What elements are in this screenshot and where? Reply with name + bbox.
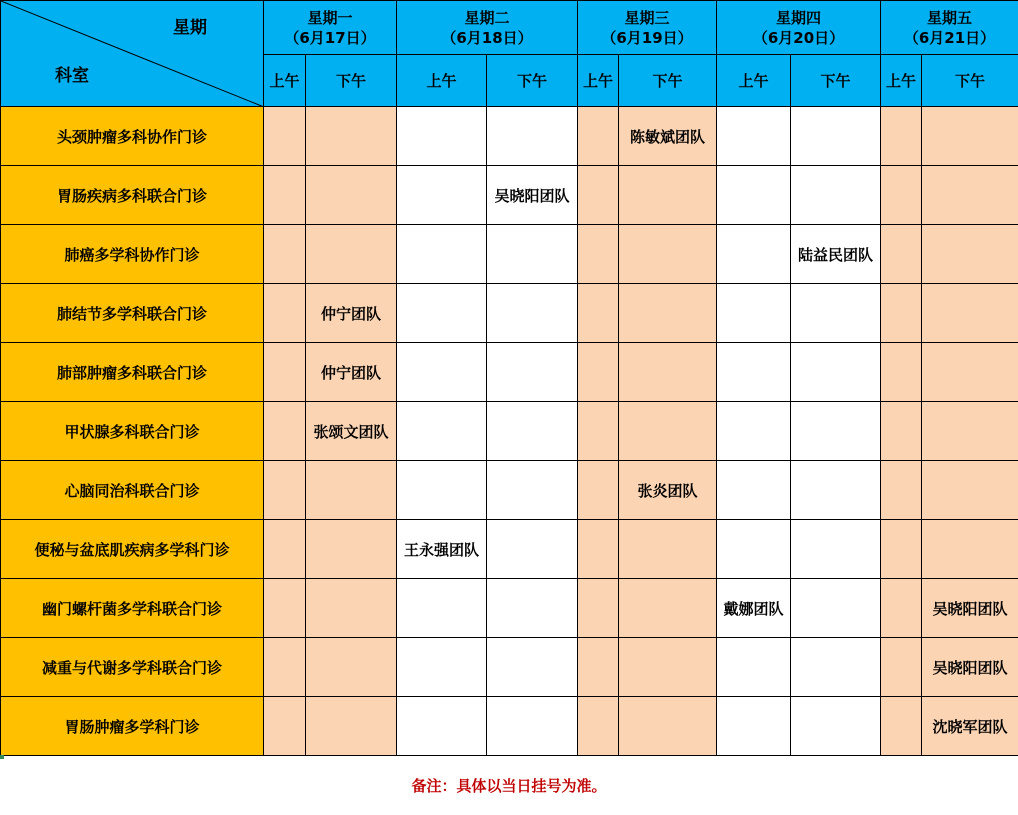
schedule-cell (791, 107, 881, 166)
day-date: （6月20日） (752, 28, 845, 47)
schedule-cell (881, 461, 922, 520)
schedule-cell (487, 520, 578, 579)
schedule-cell (306, 638, 397, 697)
schedule-cell (487, 107, 578, 166)
schedule-cell (397, 343, 487, 402)
schedule-cell (487, 579, 578, 638)
schedule-cell (717, 166, 791, 225)
schedule-cell (264, 697, 306, 756)
schedule-cell (397, 166, 487, 225)
schedule-cell (922, 225, 1018, 284)
schedule-cell (717, 107, 791, 166)
schedule-cell (578, 638, 619, 697)
day-date: （6月21日） (903, 28, 996, 47)
schedule-cell: 戴娜团队 (717, 579, 791, 638)
schedule-cell (717, 461, 791, 520)
schedule-cell (881, 402, 922, 461)
schedule-row (1, 697, 1018, 756)
schedule-cell (306, 579, 397, 638)
schedule-row (1, 520, 1018, 579)
schedule-cell (619, 402, 717, 461)
schedule-cell (578, 461, 619, 520)
half-pm: 下午 (306, 55, 397, 107)
schedule-cell (578, 107, 619, 166)
schedule-row (1, 284, 1018, 343)
schedule-cell (717, 402, 791, 461)
schedule-cell (487, 697, 578, 756)
schedule-cell (487, 225, 578, 284)
day-header-wed (578, 1, 717, 55)
schedule-cell (264, 107, 306, 166)
half-pm: 下午 (619, 55, 717, 107)
schedule-cell: 仲宁团队 (306, 284, 397, 343)
footnote: 备注：具体以当日挂号为准。 (411, 776, 607, 795)
schedule-cell (264, 166, 306, 225)
schedule-cell (487, 638, 578, 697)
schedule-cell (619, 520, 717, 579)
schedule-cell (264, 638, 306, 697)
schedule-cell (922, 520, 1018, 579)
schedule-cell (791, 402, 881, 461)
week-label: 星期 (173, 18, 207, 38)
schedule-cell (264, 402, 306, 461)
day-name: 星期一 (307, 8, 353, 27)
schedule-cell (881, 697, 922, 756)
department-name: 胃肠疾病多科联合门诊 (1, 166, 264, 225)
schedule-row (1, 579, 1018, 638)
department-name: 头颈肿瘤多科协作门诊 (1, 107, 264, 166)
day-date: （6月18日） (441, 28, 533, 47)
schedule-cell (619, 225, 717, 284)
schedule-cell (578, 520, 619, 579)
schedule-cell (791, 461, 881, 520)
schedule-row (1, 166, 1018, 225)
schedule-cell: 沈晓军团队 (922, 697, 1018, 756)
schedule-cell (717, 697, 791, 756)
schedule-cell (881, 166, 922, 225)
schedule-cell (264, 579, 306, 638)
schedule-cell (578, 343, 619, 402)
half-am: 上午 (397, 55, 487, 107)
day-header-mon (264, 1, 397, 55)
schedule-cell (922, 284, 1018, 343)
schedule-cell (791, 697, 881, 756)
schedule-cell (397, 107, 487, 166)
schedule-cell (717, 638, 791, 697)
schedule-cell (397, 697, 487, 756)
department-name: 心脑同治科联合门诊 (1, 461, 264, 520)
department-name: 甲状腺多科联合门诊 (1, 402, 264, 461)
schedule-cell (791, 343, 881, 402)
schedule-cell: 王永强团队 (397, 520, 487, 579)
schedule-cell: 仲宁团队 (306, 343, 397, 402)
schedule-cell (264, 284, 306, 343)
day-date: （6月19日） (601, 28, 693, 47)
schedule-cell (619, 697, 717, 756)
schedule-cell (306, 520, 397, 579)
schedule-cell (306, 697, 397, 756)
corner-header-cell (1, 1, 264, 107)
half-am: 上午 (881, 55, 922, 107)
schedule-cell (791, 520, 881, 579)
schedule-cell (922, 343, 1018, 402)
schedule-cell (578, 225, 619, 284)
schedule-cell (922, 166, 1018, 225)
schedule-cell (578, 166, 619, 225)
schedule-cell (397, 461, 487, 520)
schedule-cell: 吴晓阳团队 (922, 638, 1018, 697)
schedule-cell (791, 638, 881, 697)
schedule-cell (264, 343, 306, 402)
schedule-cell (619, 343, 717, 402)
schedule-cell (922, 107, 1018, 166)
schedule-cell (306, 166, 397, 225)
schedule-cell (487, 402, 578, 461)
schedule-cell: 陈敏斌团队 (619, 107, 717, 166)
schedule-cell (397, 638, 487, 697)
schedule-cell (881, 107, 922, 166)
schedule-cell: 吴晓阳团队 (922, 579, 1018, 638)
day-header-fri (881, 1, 1018, 55)
schedule-cell (881, 579, 922, 638)
schedule-row (1, 107, 1018, 166)
schedule-cell (922, 461, 1018, 520)
day-header-thu (717, 1, 881, 55)
schedule-cell (791, 284, 881, 343)
schedule-cell (619, 638, 717, 697)
day-date: （6月17日） (284, 28, 376, 47)
day-name: 星期四 (775, 8, 821, 27)
schedule-cell (791, 579, 881, 638)
half-pm: 下午 (922, 55, 1018, 107)
schedule-cell (578, 697, 619, 756)
schedule-row (1, 343, 1018, 402)
schedule-cell (922, 402, 1018, 461)
schedule-cell: 吴晓阳团队 (487, 166, 578, 225)
half-pm: 下午 (791, 55, 881, 107)
schedule-cell (717, 520, 791, 579)
department-name: 胃肠肿瘤多学科门诊 (1, 697, 264, 756)
department-name: 肺结节多学科联合门诊 (1, 284, 264, 343)
schedule-cell (578, 402, 619, 461)
schedule-cell (881, 638, 922, 697)
schedule-cell (264, 520, 306, 579)
schedule-cell (306, 461, 397, 520)
schedule-row (1, 225, 1018, 284)
department-name: 幽门螺杆菌多学科联合门诊 (1, 579, 264, 638)
day-name: 星期三 (624, 8, 670, 27)
schedule-row (1, 638, 1018, 697)
schedule-cell (717, 225, 791, 284)
header-row-days (1, 1, 1018, 55)
schedule-cell (619, 166, 717, 225)
schedule-cell (487, 343, 578, 402)
schedule-cell (791, 166, 881, 225)
schedule-cell: 张颂文团队 (306, 402, 397, 461)
schedule-cell (397, 402, 487, 461)
schedule-cell (264, 461, 306, 520)
day-header-tue (397, 1, 578, 55)
department-name: 便秘与盆底肌疾病多学科门诊 (1, 520, 264, 579)
schedule-cell (881, 225, 922, 284)
schedule-cell (397, 284, 487, 343)
half-am: 上午 (578, 55, 619, 107)
schedule-cell (578, 284, 619, 343)
schedule-row (1, 402, 1018, 461)
schedule-row (1, 461, 1018, 520)
half-am: 上午 (264, 55, 306, 107)
department-name: 肺部肿瘤多科联合门诊 (1, 343, 264, 402)
schedule-cell (578, 579, 619, 638)
schedule-cell (717, 343, 791, 402)
schedule-cell (881, 520, 922, 579)
schedule-cell (487, 461, 578, 520)
schedule-body (1, 107, 1018, 756)
dept-label: 科室 (55, 66, 89, 86)
schedule-cell (881, 284, 922, 343)
schedule-cell (717, 284, 791, 343)
schedule-cell (397, 225, 487, 284)
schedule-cell (619, 284, 717, 343)
diagonal-divider (1, 1, 264, 107)
schedule-cell (881, 343, 922, 402)
schedule-cell (306, 225, 397, 284)
schedule-cell: 陆益民团队 (791, 225, 881, 284)
schedule-cell (264, 225, 306, 284)
schedule-cell: 张炎团队 (619, 461, 717, 520)
schedule-cell (487, 284, 578, 343)
schedule-cell (306, 107, 397, 166)
department-name: 减重与代谢多学科联合门诊 (1, 638, 264, 697)
half-pm: 下午 (487, 55, 578, 107)
day-name: 星期五 (926, 8, 972, 27)
schedule-cell (619, 579, 717, 638)
day-name: 星期二 (464, 8, 510, 27)
schedule-cell (397, 579, 487, 638)
department-name: 肺癌多学科协作门诊 (1, 225, 264, 284)
half-am: 上午 (717, 55, 791, 107)
